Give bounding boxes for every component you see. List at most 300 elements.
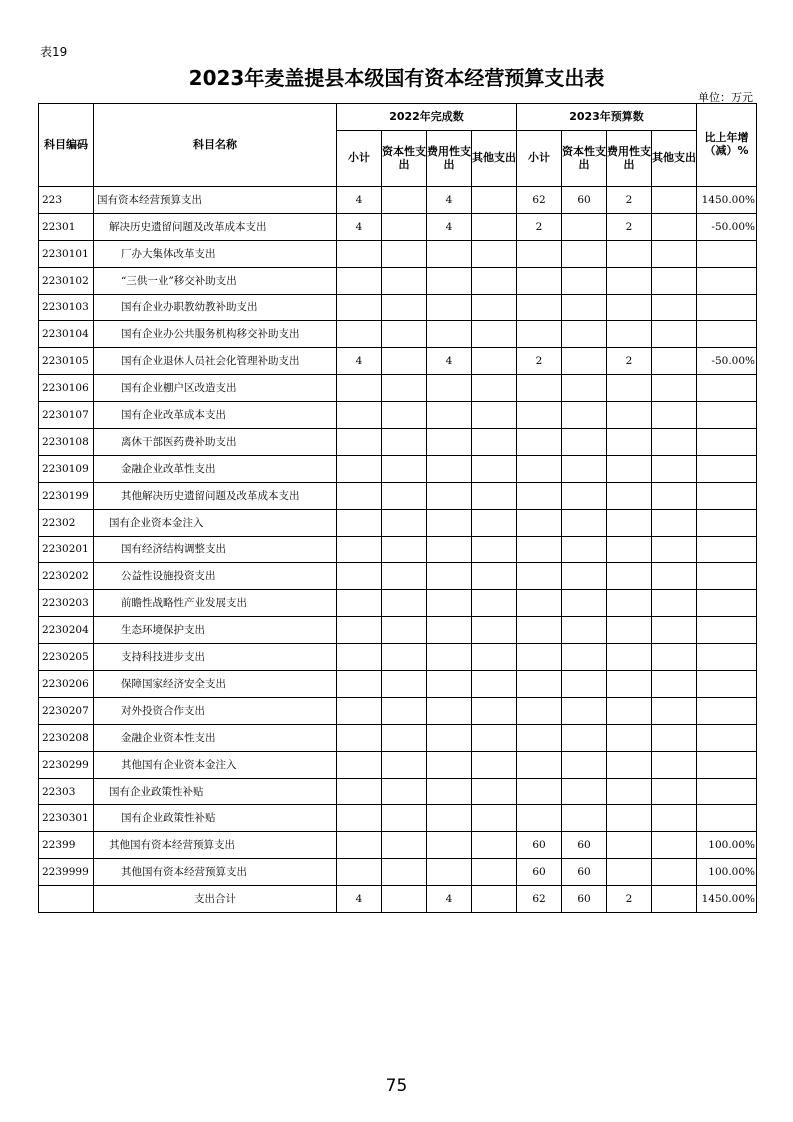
cell-2023-expense: 2 [607,886,652,913]
row-name: 厂办大集体改革支出 [94,240,337,267]
cell-2022-expense [427,859,472,886]
page-number: 75 [385,1076,408,1096]
cell-2022-other [472,348,517,375]
cell-change [697,482,757,509]
row-code: 223 [39,187,94,214]
cell-2023-other [652,778,697,805]
cell-2023-other [652,859,697,886]
cell-2022-other [472,482,517,509]
cell-2023-expense [607,509,652,536]
cell-2022-capital [382,671,427,698]
cell-2022-subtotal [337,321,382,348]
cell-change [697,321,757,348]
header-2022-capital: 资本性支出 [382,131,427,187]
cell-2022-capital [382,563,427,590]
header-2022-subtotal: 小计 [337,131,382,187]
cell-2023-expense [607,402,652,429]
cell-2023-expense [607,671,652,698]
unit-label: 单位：万元 [698,91,753,104]
cell-2022-other [472,267,517,294]
cell-2022-capital [382,644,427,671]
cell-change [697,644,757,671]
table-row [39,375,757,402]
cell-2022-subtotal [337,724,382,751]
cell-2022-expense: 4 [427,348,472,375]
cell-change [697,294,757,321]
row-name: 解决历史遗留问题及改革成本支出 [94,213,337,240]
cell-change [697,240,757,267]
cell-2023-expense [607,563,652,590]
cell-2022-capital [382,321,427,348]
budget-table [38,103,757,913]
row-code: 2230109 [39,455,94,482]
cell-2022-other [472,402,517,429]
table-row [39,348,757,375]
cell-2022-other [472,617,517,644]
header-change: 比上年增（减）% [697,104,757,187]
cell-2022-expense [427,751,472,778]
cell-2023-capital [562,482,607,509]
row-name: 国有企业办职教幼教补助支出 [94,294,337,321]
row-name: 公益性设施投资支出 [94,563,337,590]
cell-2023-other [652,402,697,429]
cell-2023-capital [562,402,607,429]
cell-2022-capital [382,724,427,751]
cell-2022-other [472,563,517,590]
cell-2022-expense [427,294,472,321]
cell-2023-expense [607,751,652,778]
cell-2023-subtotal [517,563,562,590]
cell-change [697,751,757,778]
cell-2023-subtotal [517,321,562,348]
cell-2023-expense [607,778,652,805]
cell-change [697,617,757,644]
cell-2023-capital [562,590,607,617]
table-row [39,509,757,536]
cell-2023-capital [562,509,607,536]
cell-change [697,671,757,698]
cell-2022-capital [382,805,427,832]
cell-2022-subtotal [337,294,382,321]
table-row-total [39,886,757,913]
cell-2023-other [652,805,697,832]
table-row [39,429,757,456]
table-row [39,294,757,321]
cell-2023-subtotal [517,402,562,429]
cell-2022-capital [382,348,427,375]
cell-2022-subtotal [337,240,382,267]
table-row [39,321,757,348]
row-code: 2230103 [39,294,94,321]
cell-2023-capital: 60 [562,187,607,214]
cell-2023-other [652,697,697,724]
cell-change [697,509,757,536]
cell-2022-expense: 4 [427,886,472,913]
cell-2022-expense [427,267,472,294]
row-name: 国有企业退休人员社会化管理补助支出 [94,348,337,375]
cell-2023-capital [562,697,607,724]
table-row [39,805,757,832]
cell-2022-other [472,294,517,321]
cell-2023-capital [562,348,607,375]
cell-change: 100.00% [697,859,757,886]
cell-2022-subtotal [337,697,382,724]
cell-change [697,697,757,724]
cell-change: 1450.00% [697,187,757,214]
row-name: 国有资本经营预算支出 [94,187,337,214]
row-code: 2230299 [39,751,94,778]
cell-2022-expense [427,402,472,429]
row-name: 生态环境保护支出 [94,617,337,644]
cell-2023-other [652,213,697,240]
cell-2023-other [652,348,697,375]
cell-2022-expense [427,644,472,671]
cell-2022-expense [427,805,472,832]
cell-2022-subtotal [337,671,382,698]
row-name: 国有企业政策性补贴 [94,778,337,805]
row-name: 其他国有企业资本金注入 [94,751,337,778]
cell-2022-capital [382,859,427,886]
cell-2022-expense [427,590,472,617]
cell-change [697,267,757,294]
cell-change: 1450.00% [697,886,757,913]
row-code: 2230208 [39,724,94,751]
row-code: 22399 [39,832,94,859]
table-id: 表19 [40,45,68,59]
cell-2023-expense [607,429,652,456]
cell-2023-expense [607,455,652,482]
row-code: 2230201 [39,536,94,563]
header-2022-expense: 费用性支出 [427,131,472,187]
cell-2022-expense: 4 [427,187,472,214]
cell-2022-subtotal [337,375,382,402]
cell-2022-capital [382,267,427,294]
cell-2023-capital [562,213,607,240]
cell-2023-subtotal [517,294,562,321]
cell-2022-other [472,644,517,671]
header-group-2023: 2023年预算数 [517,104,697,131]
cell-2023-expense [607,859,652,886]
cell-2023-capital [562,724,607,751]
cell-2022-subtotal [337,267,382,294]
cell-2022-other [472,751,517,778]
table-row [39,751,757,778]
row-name: 国有企业政策性补贴 [94,805,337,832]
row-name: 国有企业棚户区改造支出 [94,375,337,402]
cell-2022-subtotal [337,536,382,563]
cell-change [697,778,757,805]
cell-2022-other [472,187,517,214]
cell-2023-other [652,590,697,617]
cell-change [697,590,757,617]
cell-2023-capital [562,563,607,590]
cell-2022-expense [427,832,472,859]
cell-2023-capital [562,671,607,698]
row-code: 22301 [39,213,94,240]
cell-change [697,402,757,429]
header-name: 科目名称 [94,104,337,187]
cell-2022-other [472,832,517,859]
header-2023-other: 其他支出 [652,131,697,187]
header-group-2022: 2022年完成数 [337,104,517,131]
cell-2023-subtotal [517,536,562,563]
cell-2023-subtotal: 60 [517,832,562,859]
cell-2023-subtotal [517,724,562,751]
row-code: 2230107 [39,402,94,429]
row-name: 国有企业资本金注入 [94,509,337,536]
cell-2022-capital [382,886,427,913]
cell-2023-capital [562,536,607,563]
cell-2023-other [652,375,697,402]
cell-2023-other [652,671,697,698]
cell-2022-capital [382,617,427,644]
row-name: 金融企业改革性支出 [94,455,337,482]
cell-2022-expense [427,697,472,724]
cell-2022-other [472,536,517,563]
cell-2023-other [652,832,697,859]
cell-2022-capital [382,590,427,617]
cell-2023-other [652,429,697,456]
cell-2023-other [652,563,697,590]
cell-2023-expense [607,375,652,402]
cell-2023-subtotal [517,375,562,402]
table-row [39,402,757,429]
cell-2023-subtotal [517,778,562,805]
cell-2022-capital [382,455,427,482]
row-code: 2230105 [39,348,94,375]
cell-2022-subtotal [337,617,382,644]
cell-2022-other [472,455,517,482]
header-2023-subtotal: 小计 [517,131,562,187]
cell-2023-capital [562,375,607,402]
cell-2022-expense [427,671,472,698]
cell-2023-subtotal [517,482,562,509]
row-name: 其他解决历史遗留问题及改革成本支出 [94,482,337,509]
cell-2022-expense [427,563,472,590]
row-name: 其他国有资本经营预算支出 [94,832,337,859]
table-row [39,724,757,751]
row-code: 2230102 [39,267,94,294]
table-row [39,536,757,563]
cell-2022-expense [427,455,472,482]
cell-2023-expense [607,805,652,832]
cell-2022-subtotal: 4 [337,213,382,240]
cell-2023-other [652,617,697,644]
row-code [39,886,94,913]
cell-2022-subtotal: 4 [337,886,382,913]
cell-2022-other [472,321,517,348]
cell-change: 100.00% [697,832,757,859]
cell-2022-expense [427,482,472,509]
cell-change [697,724,757,751]
cell-2023-capital [562,617,607,644]
table-row [39,778,757,805]
cell-2023-other [652,751,697,778]
cell-2022-expense [427,778,472,805]
cell-2022-expense [427,536,472,563]
cell-2022-other [472,724,517,751]
cell-2022-subtotal [337,644,382,671]
table-row [39,240,757,267]
cell-2023-expense [607,321,652,348]
cell-2023-other [652,455,697,482]
cell-2023-subtotal [517,617,562,644]
cell-2023-expense: 2 [607,348,652,375]
cell-2023-expense [607,267,652,294]
cell-2022-expense [427,375,472,402]
cell-change [697,429,757,456]
cell-2023-subtotal [517,805,562,832]
cell-2023-expense [607,590,652,617]
row-code: 2230206 [39,671,94,698]
cell-2023-expense: 2 [607,213,652,240]
row-code: 22302 [39,509,94,536]
table-row [39,644,757,671]
cell-2022-other [472,805,517,832]
row-name: 支持科技进步支出 [94,644,337,671]
table-row [39,187,757,214]
cell-2023-other [652,724,697,751]
cell-2023-capital [562,267,607,294]
table-row [39,590,757,617]
row-name: 对外投资合作支出 [94,697,337,724]
page-title: 2023年麦盖提县本级国有资本经营预算支出表 [188,66,605,90]
row-code: 2230204 [39,617,94,644]
cell-2022-capital [382,778,427,805]
cell-2022-subtotal [337,482,382,509]
cell-2022-capital [382,697,427,724]
row-name: 金融企业资本性支出 [94,724,337,751]
cell-2023-subtotal [517,429,562,456]
cell-2022-subtotal [337,751,382,778]
row-name: 保障国家经济安全支出 [94,671,337,698]
cell-2022-capital [382,429,427,456]
row-name: 支出合计 [94,886,337,913]
table-row [39,455,757,482]
cell-2022-capital [382,751,427,778]
cell-2023-other [652,509,697,536]
cell-2022-subtotal [337,455,382,482]
cell-2023-other [652,187,697,214]
cell-2023-capital [562,321,607,348]
table-row [39,213,757,240]
cell-2023-expense [607,697,652,724]
cell-2022-other [472,213,517,240]
table-row [39,859,757,886]
header-code: 科目编码 [39,104,94,187]
cell-2023-subtotal [517,267,562,294]
row-name: 前瞻性战略性产业发展支出 [94,590,337,617]
cell-2023-subtotal: 2 [517,213,562,240]
cell-2023-expense [607,536,652,563]
table-row [39,563,757,590]
row-code: 2230205 [39,644,94,671]
table-row [39,617,757,644]
cell-2023-capital [562,778,607,805]
cell-2023-expense [607,724,652,751]
cell-2023-subtotal [517,751,562,778]
header-2023-expense: 费用性支出 [607,131,652,187]
cell-2022-subtotal [337,832,382,859]
row-code: 2230202 [39,563,94,590]
cell-2023-capital [562,294,607,321]
cell-2022-other [472,697,517,724]
cell-2022-other [472,429,517,456]
cell-2023-capital: 60 [562,832,607,859]
cell-2022-subtotal: 4 [337,348,382,375]
table-row [39,832,757,859]
cell-2022-expense [427,321,472,348]
cell-2022-capital [382,832,427,859]
cell-2022-subtotal [337,402,382,429]
cell-2023-other [652,240,697,267]
cell-2023-capital [562,805,607,832]
row-name: 国有企业办公共服务机构移交补助支出 [94,321,337,348]
cell-2022-subtotal [337,590,382,617]
cell-2022-capital [382,213,427,240]
cell-change [697,375,757,402]
row-code: 2239999 [39,859,94,886]
cell-change [697,536,757,563]
cell-2023-expense: 2 [607,187,652,214]
cell-2022-capital [382,402,427,429]
row-name: 国有企业改革成本支出 [94,402,337,429]
row-name: 其他国有资本经营预算支出 [94,859,337,886]
cell-2022-expense [427,509,472,536]
cell-2023-other [652,482,697,509]
row-name: 离休干部医药费补助支出 [94,429,337,456]
row-code: 2230104 [39,321,94,348]
cell-2023-subtotal [517,697,562,724]
cell-change: -50.00% [697,213,757,240]
cell-2022-expense [427,617,472,644]
cell-2022-capital [382,509,427,536]
cell-2022-subtotal [337,563,382,590]
cell-2023-subtotal [517,509,562,536]
row-code: 2230101 [39,240,94,267]
cell-2023-subtotal: 60 [517,859,562,886]
header-2022-other: 其他支出 [472,131,517,187]
cell-2023-capital: 60 [562,886,607,913]
cell-2022-subtotal [337,509,382,536]
cell-2023-expense [607,240,652,267]
row-code: 2230199 [39,482,94,509]
cell-2022-subtotal [337,859,382,886]
row-code: 2230203 [39,590,94,617]
table-row [39,697,757,724]
cell-2023-subtotal [517,644,562,671]
row-code: 2230301 [39,805,94,832]
cell-2023-expense [607,482,652,509]
cell-2023-subtotal [517,455,562,482]
cell-2023-expense [607,294,652,321]
cell-2023-other [652,644,697,671]
table-row [39,267,757,294]
cell-2022-subtotal: 4 [337,187,382,214]
row-name: “三供一业”移交补助支出 [94,267,337,294]
cell-2022-other [472,590,517,617]
cell-2022-other [472,375,517,402]
cell-2022-expense [427,724,472,751]
cell-2022-subtotal [337,429,382,456]
cell-2022-capital [382,536,427,563]
cell-2023-other [652,321,697,348]
cell-2022-expense: 4 [427,213,472,240]
cell-2022-capital [382,482,427,509]
cell-2023-other [652,886,697,913]
cell-2023-subtotal: 62 [517,187,562,214]
row-code: 2230106 [39,375,94,402]
